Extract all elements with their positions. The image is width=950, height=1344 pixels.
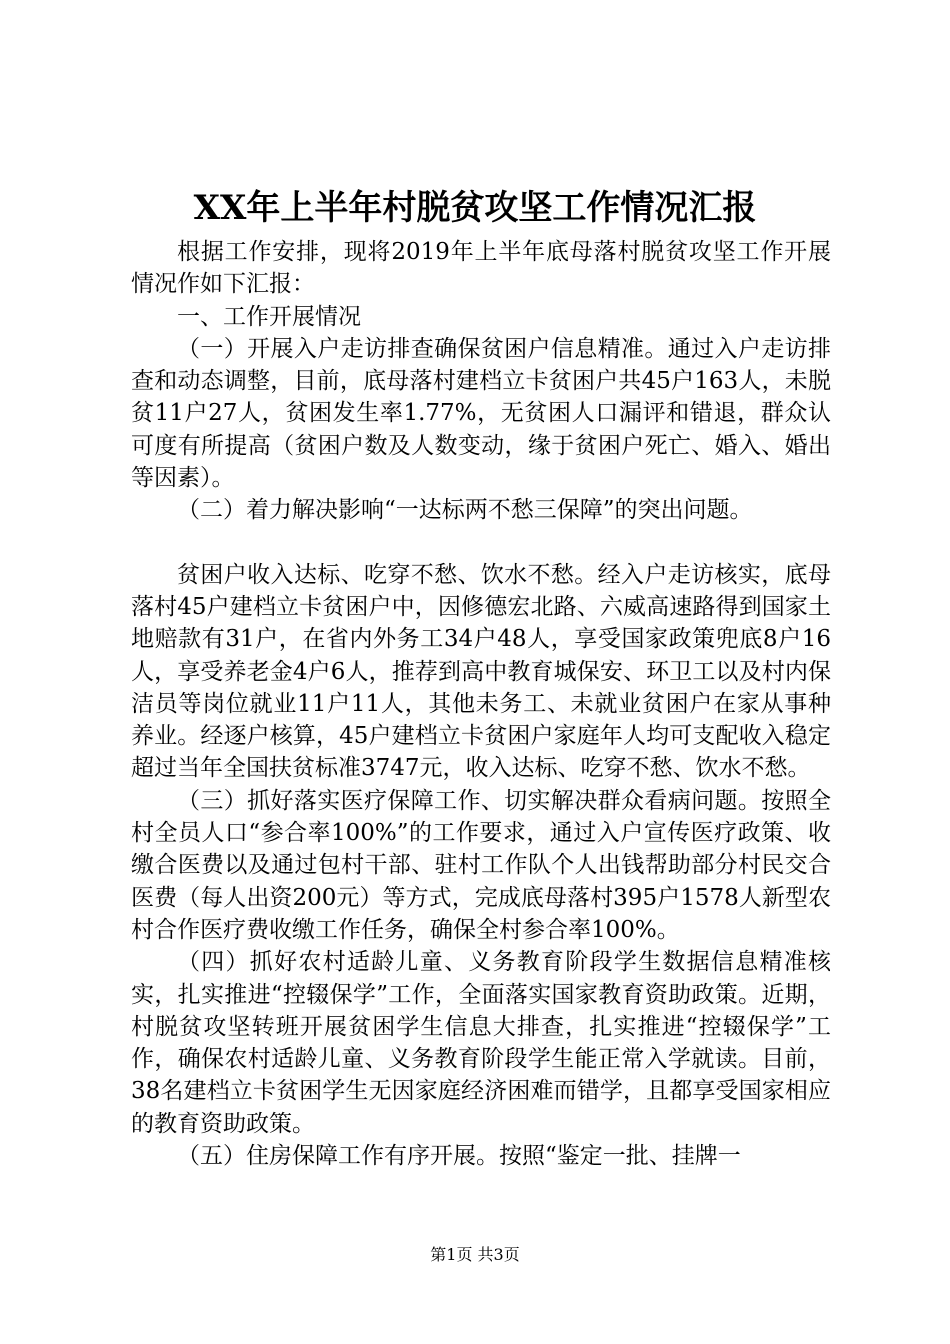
paragraph-item-4: （四）抓好农村适龄儿童、义务教育阶段学生数据信息精准核实，扎实推进“控辍保学”工作，全面落实国家教育资助政策。近期，村脱贫攻坚转班开展贫困学生信息大排查，扎实推进“控辍保学”工作，确保农村适龄儿童、义务教育阶段学生能正常入学就读。目前，38名建档立卡贫困学生无因家庭经济困难而错学，且都享受国家相应的教育资助政策。 — [131, 949, 831, 1137]
paragraph-item-2: （二）着力解决影响“一达标两不愁三保障”的突出问题。 — [177, 497, 753, 524]
paragraph-item-1: （一）开展入户走访排查确保贫困户信息精准。通过入户走访排查和动态调整，目前，底母落村建档立卡贫困户共45户163人，未脱贫11户27人，贫困发生率1.77%，无贫困人口漏评和错退，群众认可度有所提高（贫困户数及人数变动，缘于贫困户死亡、婚入、婚出等因素）。 — [131, 335, 831, 492]
paragraph-item-3: （三）抓好落实医疗保障工作、切实解决群众看病问题。按照全村全员人口“参合率100%”的工作要求，通过入户宣传医疗政策、收缴合医费以及通过包村干部、驻村工作队个人出钱帮助部分村民交合医费（每人出资200元）等方式，完成底母落村395户1578人新型农村合作医疗费收缴工作任务，确保全村参合率100%。 — [131, 787, 831, 943]
page-footer: 第1页 共3页 — [430, 1245, 520, 1264]
document-body — [131, 236, 831, 1172]
paragraph-income: 贫困户收入达标、吃穿不愁、饮水不愁。经入户走访核实，底母落村45户建档立卡贫困户中，因修德宏北路、六威高速路得到国家土地赔款有31户，在省内外务工34户48人，享受国家政策兜底8户16人，享受养老金4户6人，推荐到高中教育城保安、环卫工以及村内保洁员等岗位就业11户11人，其他未务工、未就业贫困户在家从事种养业。经逐户核算，45户建档立卡贫困户家庭年人均可支配收入稳定超过当年全国扶贫标准3747元，收入达标、吃穿不愁、饮水不愁。 — [131, 561, 831, 782]
document-title: XX年上半年村脱贫攻坚工作情况汇报 — [193, 188, 757, 228]
intro-paragraph: 根据工作安排，现将2019年上半年底母落村脱贫攻坚工作开展情况作如下汇报： — [131, 239, 831, 298]
paragraph-item-5: （五）住房保障工作有序开展。按照“鉴定一批、挂牌一 — [177, 1143, 741, 1170]
section-heading: 一、工作开展情况 — [177, 303, 361, 330]
